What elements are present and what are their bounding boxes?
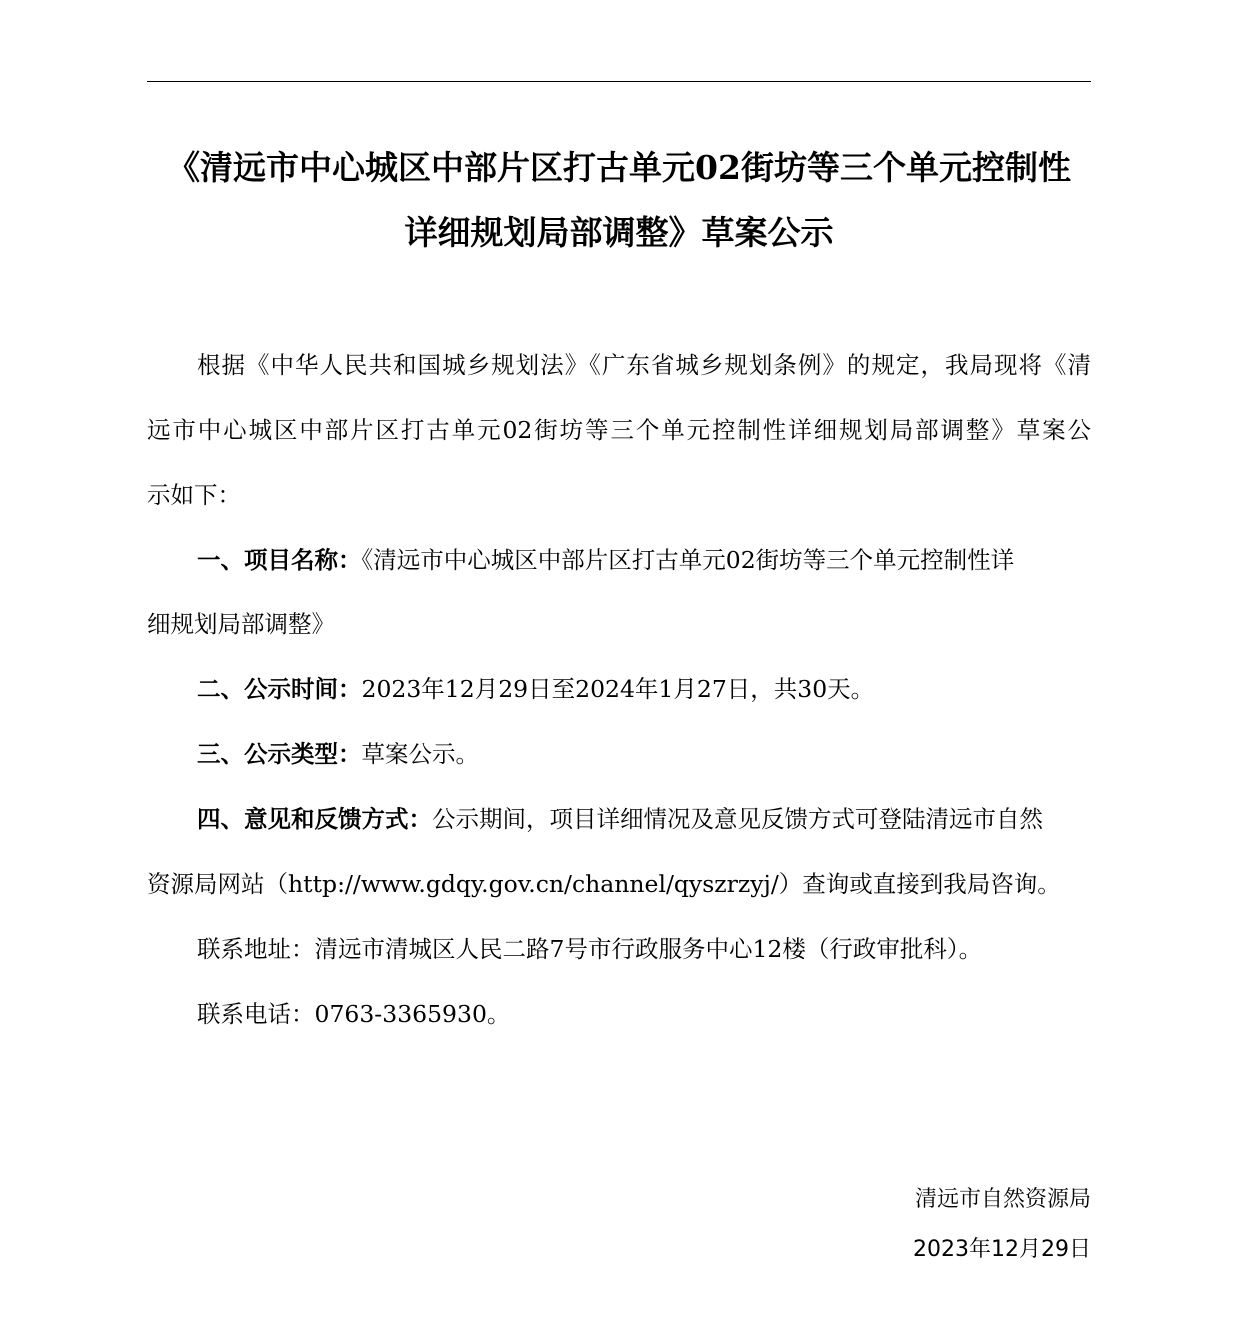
intro-line-3: 示如下： — [147, 481, 241, 509]
item-feedback-cont: 资源局网站（http://www.gdqy.gov.cn/channel/qyszrzyj/）查询或直接到我局咨询。 — [147, 870, 1061, 898]
title-line-1: 《清远市中心城区中部片区打古单元02街坊等三个单元控制性 — [167, 148, 1071, 187]
item-publicity-type-value: 草案公示。 — [361, 740, 479, 768]
item-feedback — [197, 803, 1091, 835]
item-project-name-cont: 细规划局部调整》 — [147, 610, 335, 638]
item-publicity-type-label: 三、公示类型： — [197, 740, 362, 768]
item-feedback-value: 公示期间，项目详细情况及意见反馈方式可登陆清远市自然 — [432, 805, 1043, 833]
intro-line-2: 远市中心城区中部片区打古单元02街坊等三个单元控制性详细规划局部调整》草案公 — [147, 416, 1091, 444]
item-project-name-label: 一、项目名称： — [197, 546, 362, 574]
item-publicity-time — [197, 673, 1091, 705]
intro-line-1: 根据《中华人民共和国城乡规划法》《广东省城乡规划条例》的规定，我局现将《清 — [197, 351, 1091, 379]
item-publicity-time-value: 2023年12月29日至2024年1月27日，共30天。 — [361, 675, 875, 703]
contact-phone: 联系电话：0763-3365930。 — [197, 1000, 511, 1028]
item-project-name-value: 《清远市中心城区中部片区打古单元02街坊等三个单元控制性详 — [361, 546, 1015, 574]
item-publicity-time-label: 二、公示时间： — [197, 675, 362, 703]
contact-address: 联系地址：清远市清城区人民二路7号市行政服务中心12楼（行政审批科）。 — [197, 935, 983, 963]
signature-date: 2023年12月29日 — [913, 1237, 1091, 1262]
header-rule — [147, 81, 1091, 82]
item-publicity-type — [197, 738, 1091, 770]
item-project-name — [197, 544, 1091, 576]
item-feedback-label: 四、意见和反馈方式： — [197, 805, 432, 833]
title-line-2: 详细规划局部调整》草案公示 — [404, 213, 834, 252]
signature-org: 清远市自然资源局 — [914, 1187, 1091, 1212]
